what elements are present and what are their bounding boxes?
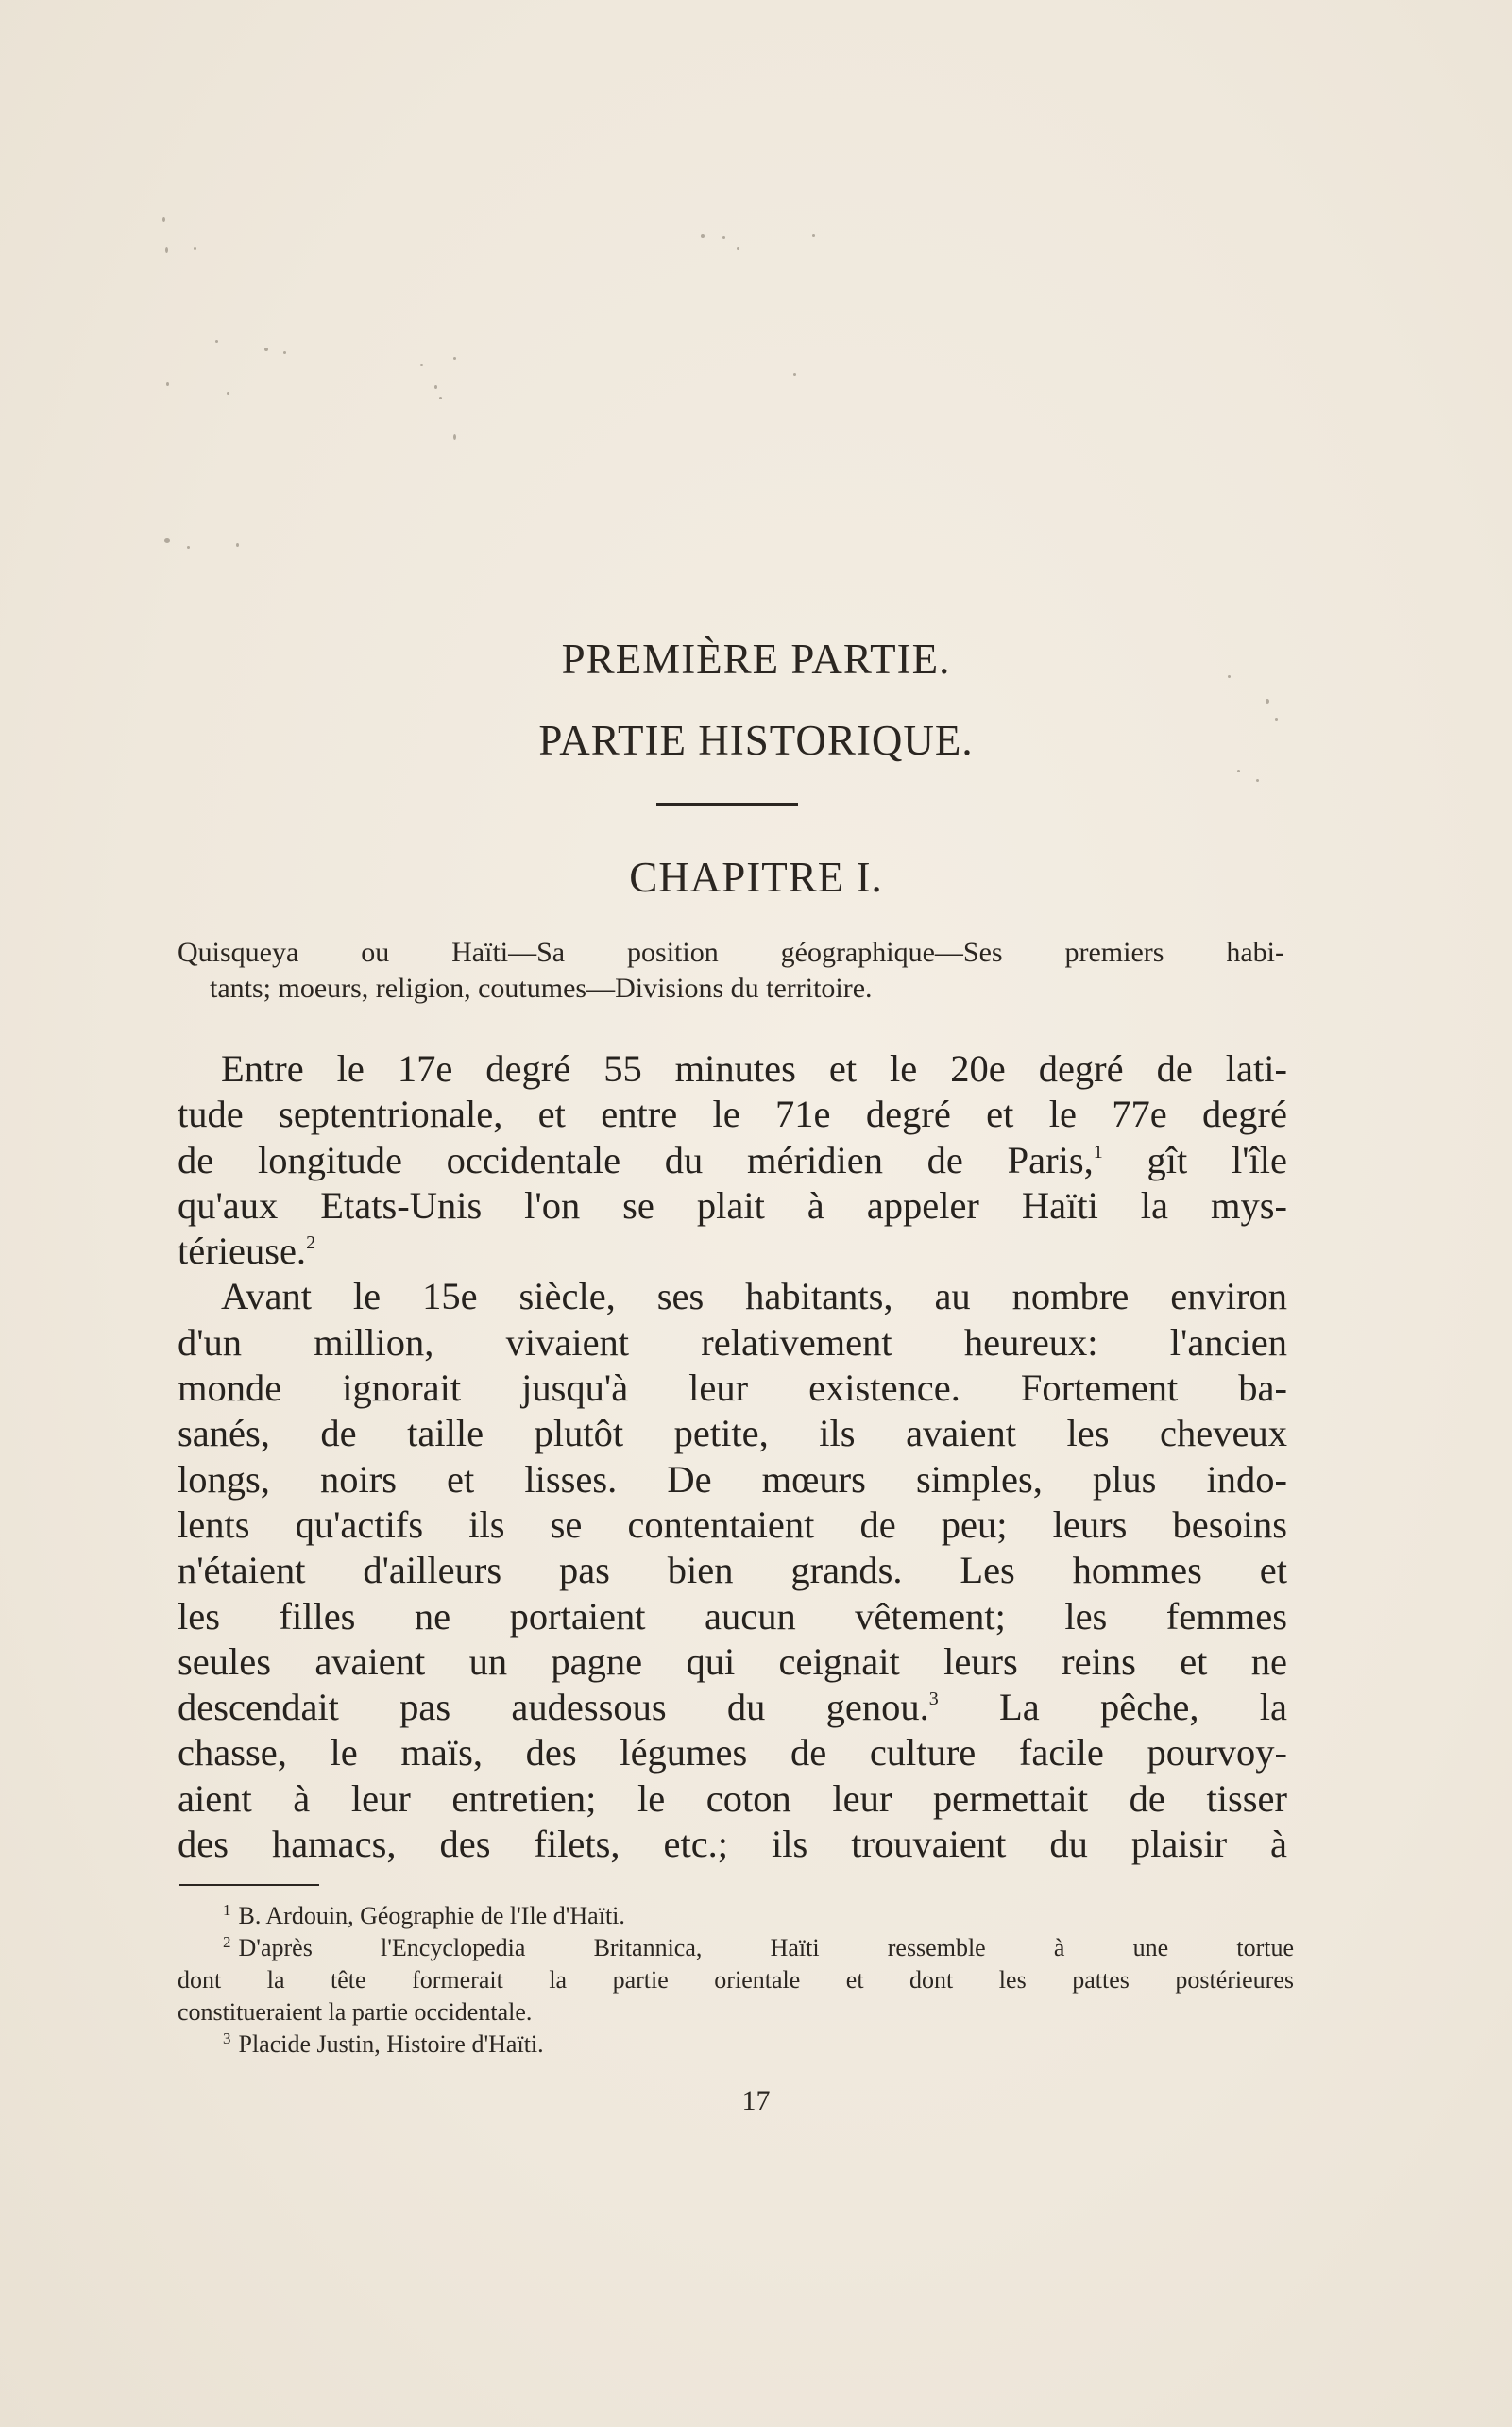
body-text bbox=[178, 1046, 1287, 1867]
footnote-text: B. Ardouin, Géographie de l'Ile d'Haïti. bbox=[238, 1902, 625, 1929]
text-line: longs, noirs et lisses. De mœurs simples, plus indo- bbox=[178, 1457, 1287, 1501]
text-line: des hamacs, des filets, etc.; ils trouvaient du plaisir à bbox=[178, 1823, 1287, 1866]
footnote-text: D'après l'Encyclopedia Britannica, Haïti ressemble à une tortue bbox=[238, 1934, 1294, 1961]
footnote-number: 1 bbox=[223, 1901, 231, 1919]
footnote-number: 3 bbox=[223, 2029, 231, 2047]
footnote-ref[interactable]: 2 bbox=[306, 1232, 316, 1254]
text-line bbox=[178, 1229, 1287, 1274]
footnote-divider bbox=[179, 1884, 319, 1886]
footnote bbox=[178, 2028, 1294, 2061]
part-title: PREMIÈRE PARTIE. bbox=[561, 636, 951, 683]
text-line: monde ignorait jusqu'à leur existence. Fortement ba- bbox=[178, 1366, 1287, 1410]
footnote-text: Placide Justin, Histoire d'Haïti. bbox=[238, 2030, 544, 2058]
paragraph bbox=[178, 1274, 1287, 1867]
page-number: 17 bbox=[741, 2085, 771, 2116]
text-line: qu'aux Etats-Unis l'on se plait à appeler Haïti la mys- bbox=[178, 1183, 1287, 1227]
text-line: Entre le 17e degré 55 minutes et le 20e degré de lati- bbox=[221, 1047, 1287, 1090]
text-line: chasse, le maïs, des légumes de culture facile pourvoy- bbox=[178, 1731, 1287, 1774]
footnote bbox=[178, 1932, 1294, 1964]
text-line: tude septentrionale, et entre le 71e degré et le 77e degré bbox=[178, 1093, 1287, 1136]
text-line: seules avaient un pagne qui ceignait leurs reins et ne bbox=[178, 1639, 1287, 1683]
paragraph bbox=[178, 1046, 1287, 1274]
summary-line: tants; moeurs, religion, coutumes—Divisions du territoire. bbox=[210, 973, 873, 1004]
text-line: n'étaient d'ailleurs pas bien grands. Les hommes et bbox=[178, 1549, 1287, 1592]
footnote-ref[interactable]: 3 bbox=[928, 1689, 939, 1710]
text-fragment: gît l'île bbox=[1102, 1138, 1287, 1181]
text-line: lents qu'actifs ils se contentaient de peu; leurs besoins bbox=[178, 1502, 1287, 1546]
text-line: sanés, de taille plutôt petite, ils avaient les cheveux bbox=[178, 1412, 1287, 1455]
title-divider bbox=[656, 803, 798, 806]
chapter-title: CHAPITRE I. bbox=[629, 854, 883, 901]
text-line: aient à leur entretien; le coton leur permettait de tisser bbox=[178, 1776, 1287, 1820]
text-line: Avant le 15e siècle, ses habitants, au nombre environ bbox=[221, 1275, 1287, 1318]
footnote-ref[interactable]: 1 bbox=[1093, 1141, 1103, 1163]
text-fragment: descendait pas audessous du genou. bbox=[178, 1686, 929, 1729]
text-line: d'un million, vivaient relativement heureux: l'ancien bbox=[178, 1320, 1287, 1364]
chapter-summary bbox=[178, 935, 1284, 1007]
text-fragment: de longitude occidentale du méridien de Paris, bbox=[178, 1138, 1094, 1181]
footnote bbox=[178, 1900, 1294, 1932]
text-fragment: La pêche, la bbox=[938, 1686, 1287, 1729]
text-line: les filles ne portaient aucun vêtement; les femmes bbox=[178, 1594, 1287, 1638]
footnote-number: 2 bbox=[223, 1933, 231, 1951]
summary-line: Quisqueya ou Haïti—Sa position géographique—Ses premiers habi- bbox=[178, 937, 1284, 968]
text-fragment: térieuse. bbox=[178, 1230, 307, 1273]
text-line bbox=[178, 1685, 1287, 1730]
footnote-continuation: constitueraient la partie occidentale. bbox=[178, 1998, 533, 2026]
text-line bbox=[178, 1138, 1287, 1183]
footnote-continuation: dont la tête formerait la partie orientale et dont les pattes postérieures bbox=[178, 1966, 1294, 1994]
part-subtitle: PARTIE HISTORIQUE. bbox=[538, 717, 974, 764]
footnotes bbox=[178, 1900, 1294, 2061]
